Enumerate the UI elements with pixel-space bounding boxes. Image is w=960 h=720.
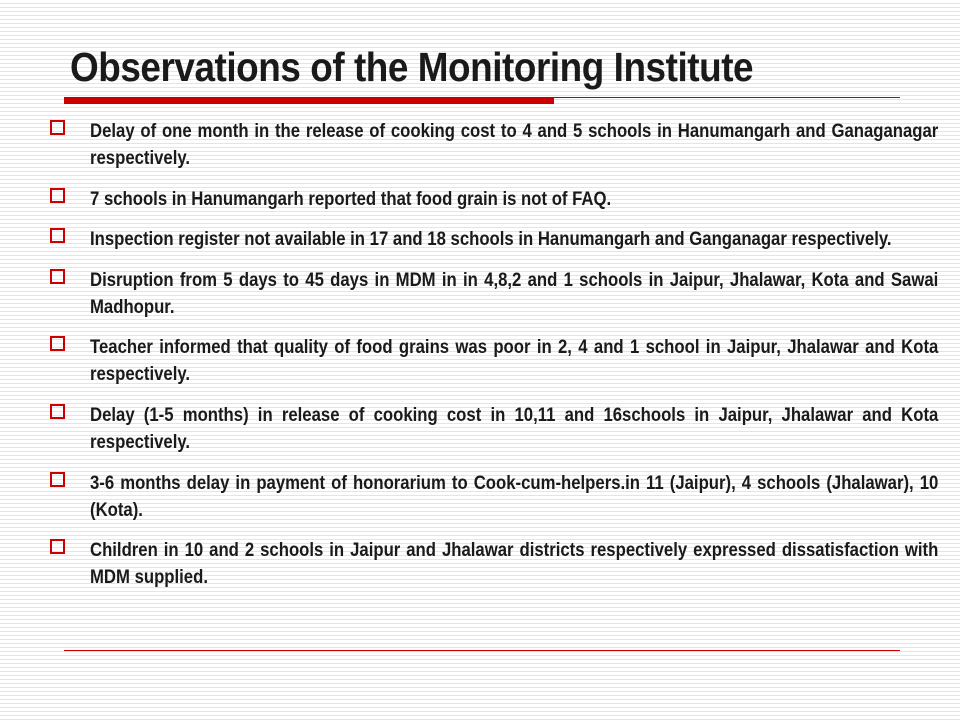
bullet-item xyxy=(48,334,939,388)
bullet-item xyxy=(48,186,936,213)
bullet-item xyxy=(48,402,939,456)
observation-list xyxy=(48,118,939,605)
hollow-square-icon xyxy=(50,539,65,554)
hollow-square-icon xyxy=(50,228,65,243)
title-underline-line xyxy=(554,97,900,98)
hollow-square-icon xyxy=(50,472,65,487)
bullet-text: Teacher informed that quality of food grains was poor in 2, 4 and 1 school in Jaipur, Jhalawar and Kota respectively. xyxy=(90,337,939,386)
bullet-item xyxy=(48,226,936,253)
hollow-square-icon xyxy=(50,404,65,419)
slide-title: Observations of the Monitoring Institute xyxy=(70,44,754,90)
bullet-item xyxy=(48,470,939,524)
hollow-square-icon xyxy=(50,188,65,203)
bullet-text: Children in 10 and 2 schools in Jaipur and Jhalawar districts respectively expressed dissatisfaction with MDM supplied. xyxy=(90,540,939,589)
bottom-divider xyxy=(64,650,900,651)
bullet-text: Delay of one month in the release of cooking cost to 4 and 5 schools in Hanumangarh and Ganaganagar respectively. xyxy=(90,121,939,169)
bullet-item xyxy=(48,267,939,321)
bullet-text: 7 schools in Hanumangarh reported that food grain is not of FAQ. xyxy=(90,188,612,210)
bullet-text: Disruption from 5 days to 45 days in MDM in in 4,8,2 and 1 schools in Jaipur, Jhalawar, Kota and Sawai Madhopur. xyxy=(90,269,939,318)
bullet-item xyxy=(48,118,939,172)
hollow-square-icon xyxy=(50,120,65,135)
bullet-text: Delay (1-5 months) in release of cooking cost in 10,11 and 16schools in Jaipur, Jhalawar and Kota respectively. xyxy=(90,404,939,453)
hollow-square-icon xyxy=(50,269,65,284)
hollow-square-icon xyxy=(50,336,65,351)
bullet-item xyxy=(48,537,939,591)
title-underline-bar xyxy=(64,97,554,104)
bullet-text: 3-6 months delay in payment of honorarium to Cook-cum-helpers.in 11 (Jaipur), 4 schools (Jhalawar), 10 (Kota). xyxy=(90,472,939,521)
bullet-text: Inspection register not available in 17 and 18 schools in Hanumangarh and Ganganagar respectively. xyxy=(90,229,892,251)
